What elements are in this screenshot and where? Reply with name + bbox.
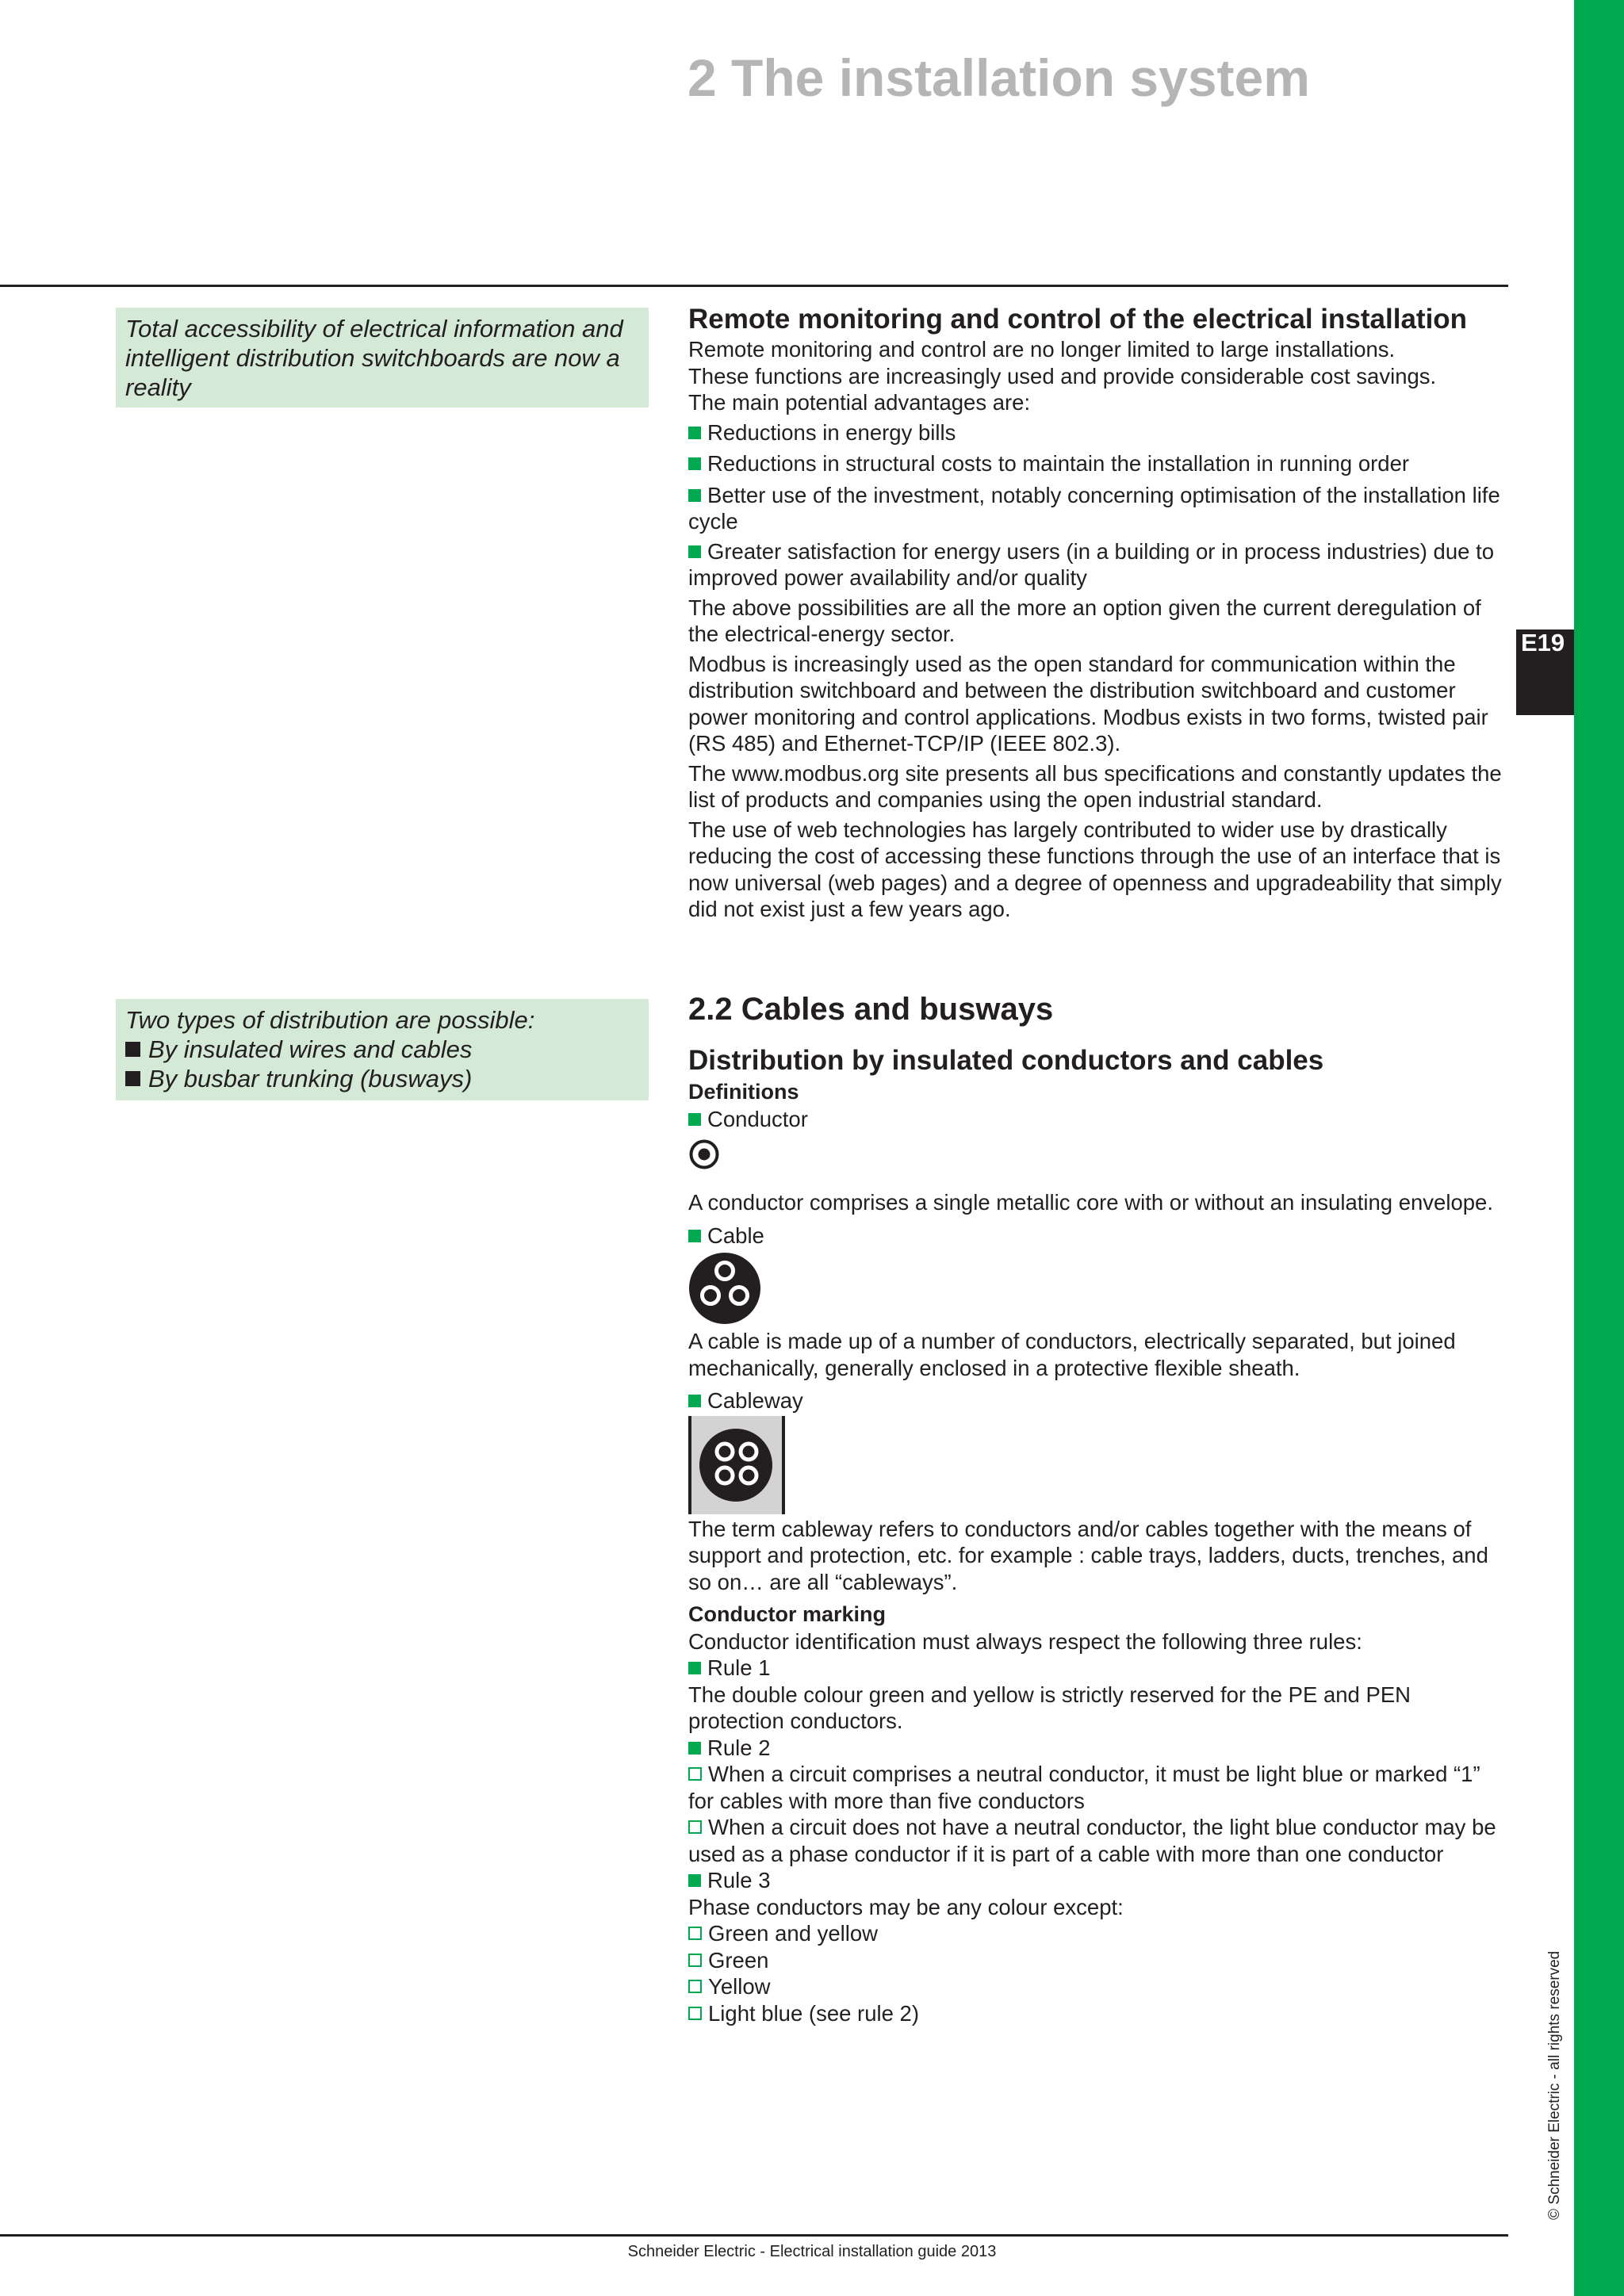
green-square-bullet-icon xyxy=(688,489,701,502)
cables-section xyxy=(688,990,1507,2026)
bullet-text: Cable xyxy=(707,1223,764,1248)
bullet-text: Greater satisfaction for energy users (in a building or in process industries) due to improved power availability and/or quality xyxy=(688,538,1495,590)
sub-bullet-item xyxy=(688,1761,1507,1814)
bullet-item xyxy=(688,1223,1507,1249)
bullet-item xyxy=(688,1867,1507,1894)
body-text: The term cableway refers to conductors and/or cables together with the means of support and protection, etc. for example : cable trays, ladders, ducts, trenches, and so on… are all “cableways”. xyxy=(688,1516,1488,1594)
sidebar-note-accessibility: Total accessibility of electrical information and intelligent distribution switchboards are now a reality xyxy=(116,308,649,408)
green-square-bullet-icon xyxy=(688,1395,701,1407)
bullet-text: Cableway xyxy=(707,1388,803,1413)
bullet-text: Better use of the investment, notably concerning optimisation of the installation life cycle xyxy=(688,482,1500,534)
body-text: Conductor identification must always respect the following three rules: xyxy=(688,1628,1362,1654)
sub-bullet-item xyxy=(688,1920,1507,1947)
bottom-divider xyxy=(0,2234,1508,2237)
bullet-item xyxy=(688,1655,1507,1682)
top-divider xyxy=(0,285,1508,287)
bullet-text: Conductor xyxy=(707,1106,808,1131)
hollow-square-bullet-icon xyxy=(688,1927,702,1940)
bullet-item xyxy=(688,1387,1507,1414)
sidebar-note-item-text: By insulated wires and cables xyxy=(148,1035,473,1063)
sub-bullet-text: Light blue (see rule 2) xyxy=(708,2000,919,2026)
conductor-marking-label: Conductor marking xyxy=(688,1602,887,1626)
bullet-text: Reductions in structural costs to maintain the installation in running order xyxy=(707,451,1410,476)
section-heading: 2.2 Cables and busways xyxy=(688,992,1054,1027)
square-bullet-icon xyxy=(125,1042,140,1057)
sub-bullet-text: Yellow xyxy=(708,1974,771,1999)
conductor-symbol-icon xyxy=(688,1138,723,1173)
bullet-item xyxy=(688,450,1507,477)
sub-bullet-item xyxy=(688,2000,1507,2027)
body-text: A cable is made up of a number of conductors, electrically separated, but joined mechanically, generally enclosed in a protective flexible sheath. xyxy=(688,1329,1456,1380)
green-square-bullet-icon xyxy=(688,1742,701,1755)
hollow-square-bullet-icon xyxy=(688,2007,702,2020)
body-text: A conductor comprises a single metallic core with or without an insulating envelope. xyxy=(688,1190,1493,1215)
green-square-bullet-icon xyxy=(688,545,701,558)
sub-bullet-text: Green xyxy=(708,1947,769,1973)
body-text: The double colour green and yellow is strictly reserved for the PE and PEN protection conductors. xyxy=(688,1682,1411,1733)
body-text: These functions are increasingly used and provide considerable cost savings. xyxy=(688,363,1437,388)
hollow-square-bullet-icon xyxy=(688,1767,702,1781)
bullet-item xyxy=(688,1106,1507,1133)
sub-bullet-item xyxy=(688,1973,1507,2000)
green-side-band xyxy=(1574,0,1624,2296)
sub-bullet-text: When a circuit does not have a neutral conductor, the light blue conductor may be used as a phase conductor if it is part of a cable with more than one conductor xyxy=(688,1815,1496,1866)
cable-symbol-icon xyxy=(688,1252,761,1325)
body-text: The www.modbus.org site presents all bus specifications and constantly updates the list of products and companies using the open industrial standard. xyxy=(688,760,1502,812)
subsection-heading: Distribution by insulated conductors and cables xyxy=(688,1045,1324,1076)
body-text: The above possibilities are all the more an option given the current deregulation of the electrical-energy sector. xyxy=(688,595,1481,646)
definitions-label: Definitions xyxy=(688,1080,799,1104)
hollow-square-bullet-icon xyxy=(688,1954,702,1967)
page-number-tab xyxy=(1516,629,1574,715)
bullet-item xyxy=(688,482,1507,535)
sidebar-note-item xyxy=(125,1064,639,1093)
green-square-bullet-icon xyxy=(688,1113,701,1126)
page-number: E19 xyxy=(1521,629,1565,656)
bullet-item xyxy=(688,538,1507,591)
bullet-text: Rule 2 xyxy=(707,1735,771,1760)
sidebar-note-distribution xyxy=(116,999,649,1100)
sub-bullet-text: When a circuit comprises a neutral conductor, it must be light blue or marked “1” for cables with more than five conductors xyxy=(688,1762,1480,1813)
copyright-notice: © Schneider Electric - all rights reserved xyxy=(1546,1950,1563,2220)
green-square-bullet-icon xyxy=(688,457,701,470)
body-text: Remote monitoring and control are no longer limited to large installations. xyxy=(688,337,1396,362)
bullet-text: Reductions in energy bills xyxy=(707,419,956,445)
hollow-square-bullet-icon xyxy=(688,1820,702,1834)
bullet-item xyxy=(688,1735,1507,1762)
page-footer: Schneider Electric - Electrical installation guide 2013 xyxy=(627,2243,997,2260)
chapter-title: 2 The installation system xyxy=(688,48,1310,107)
bullet-text: Rule 1 xyxy=(707,1655,771,1680)
sidebar-note-item xyxy=(125,1035,639,1064)
bullet-text: Rule 3 xyxy=(707,1868,771,1892)
hollow-square-bullet-icon xyxy=(688,1980,702,1993)
remote-monitoring-section xyxy=(688,303,1507,923)
square-bullet-icon xyxy=(125,1071,140,1086)
body-text: The main potential advantages are: xyxy=(688,390,1031,415)
bullet-item xyxy=(688,419,1507,446)
sidebar-note-intro: Two types of distribution are possible: xyxy=(125,1006,535,1034)
green-square-bullet-icon xyxy=(688,427,701,439)
section-heading: Remote monitoring and control of the electrical installation xyxy=(688,304,1468,335)
green-square-bullet-icon xyxy=(688,1230,701,1242)
cableway-symbol-icon xyxy=(688,1416,785,1514)
body-text: Modbus is increasingly used as the open standard for communication within the distribution switchboard and between the distribution switchboard and customer power monitoring and control applications. Modbus exists in two forms, twisted pair (RS 485) and Ethernet-TCP/IP (IEEE 802.3). xyxy=(688,651,1488,756)
body-text: The use of web technologies has largely contributed to wider use by drastically reducing the cost of accessing these functions through the use of an interface that is now universal (web pages) and a degree of openness and upgradeability that simply did not exist just a few years ago. xyxy=(688,817,1502,921)
sub-bullet-text: Green and yellow xyxy=(708,1921,879,1946)
sub-bullet-item xyxy=(688,1814,1507,1867)
green-square-bullet-icon xyxy=(688,1662,701,1674)
sub-bullet-item xyxy=(688,1947,1507,1974)
sidebar-note-item-text: By busbar trunking (busways) xyxy=(148,1065,473,1093)
body-text: Phase conductors may be any colour except: xyxy=(688,1894,1124,1919)
green-square-bullet-icon xyxy=(688,1874,701,1887)
